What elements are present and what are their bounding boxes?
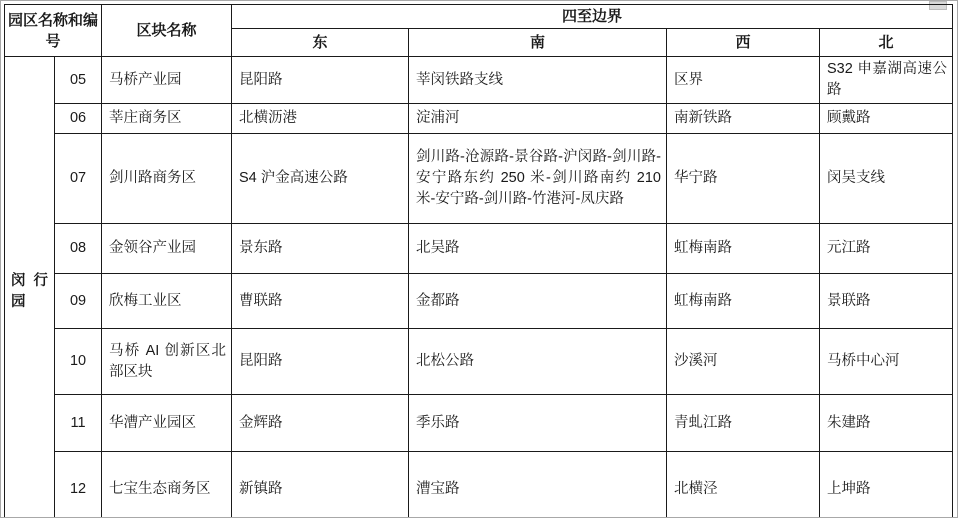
cell-west: 南新铁路: [667, 104, 820, 134]
cell-south: 莘闵铁路支线: [409, 57, 667, 104]
cell-west: 虹梅南路: [667, 274, 820, 329]
cell-park-no: 12: [55, 452, 102, 518]
cell-park-no: 07: [55, 134, 102, 224]
header-row-1: [5, 5, 953, 29]
header-park-number: 园区名称和编号: [5, 5, 102, 57]
table-row: [5, 134, 953, 224]
cell-park-no: 05: [55, 57, 102, 104]
boundary-table: [4, 4, 953, 518]
cell-west: 虹梅南路: [667, 224, 820, 274]
cell-block-name: 金领谷产业园: [102, 224, 232, 274]
cell-south: 淀浦河: [409, 104, 667, 134]
cell-south: 北松公路: [409, 329, 667, 395]
header-east: 东: [232, 29, 409, 57]
cell-east: 昆阳路: [232, 329, 409, 395]
table-row: [5, 57, 953, 104]
cell-north: 闵吴支线: [820, 134, 953, 224]
table-row: [5, 224, 953, 274]
cell-east: 昆阳路: [232, 57, 409, 104]
cell-block-name: 华漕产业园区: [102, 395, 232, 452]
cell-park-no: 09: [55, 274, 102, 329]
cell-north: 景联路: [820, 274, 953, 329]
cell-north: 顾戴路: [820, 104, 953, 134]
cell-block-name: 马桥产业园: [102, 57, 232, 104]
cell-west: 区界: [667, 57, 820, 104]
cell-east: 新镇路: [232, 452, 409, 518]
cell-block-name: 欣梅工业区: [102, 274, 232, 329]
header-west: 西: [667, 29, 820, 57]
cell-south: 金都路: [409, 274, 667, 329]
cell-west: 北横泾: [667, 452, 820, 518]
cell-east: S4 沪金高速公路: [232, 134, 409, 224]
cell-south: 剑川路-沧源路-景谷路-沪闵路-剑川路-安宁路东约 250 米-剑川路南约 210 米-安宁路-剑川路-竹港河-凤庆路: [409, 134, 667, 224]
cell-south: 北吴路: [409, 224, 667, 274]
cell-north: 朱建路: [820, 395, 953, 452]
cell-park-no: 08: [55, 224, 102, 274]
cell-north: S32 申嘉湖高速公路: [820, 57, 953, 104]
table-row: [5, 104, 953, 134]
table-row: [5, 452, 953, 518]
cell-park-no: 06: [55, 104, 102, 134]
cell-block-name: 七宝生态商务区: [102, 452, 232, 518]
cell-east: 曹联路: [232, 274, 409, 329]
cell-block-name: 马桥 AI 创新区北部区块: [102, 329, 232, 395]
cell-park-no: 10: [55, 329, 102, 395]
cell-south: 漕宝路: [409, 452, 667, 518]
cell-west: 华宁路: [667, 134, 820, 224]
cell-north: 马桥中心河: [820, 329, 953, 395]
cell-block-name: 剑川路商务区: [102, 134, 232, 224]
cell-block-name: 莘庄商务区: [102, 104, 232, 134]
cell-south: 季乐路: [409, 395, 667, 452]
header-south: 南: [409, 29, 667, 57]
header-boundary: 四至边界: [232, 5, 953, 29]
cell-west: 青虬江路: [667, 395, 820, 452]
table-row: [5, 395, 953, 452]
table-row: [5, 329, 953, 395]
header-block-name: 区块名称: [102, 5, 232, 57]
cell-park-no: 11: [55, 395, 102, 452]
cell-north: 上坤路: [820, 452, 953, 518]
cell-east: 北横沥港: [232, 104, 409, 134]
table-row: [5, 274, 953, 329]
cell-west: 沙溪河: [667, 329, 820, 395]
cell-east: 景东路: [232, 224, 409, 274]
cell-park-name: 闵行园: [5, 57, 55, 518]
header-north: 北: [820, 29, 953, 57]
cell-north: 元江路: [820, 224, 953, 274]
cell-east: 金辉路: [232, 395, 409, 452]
